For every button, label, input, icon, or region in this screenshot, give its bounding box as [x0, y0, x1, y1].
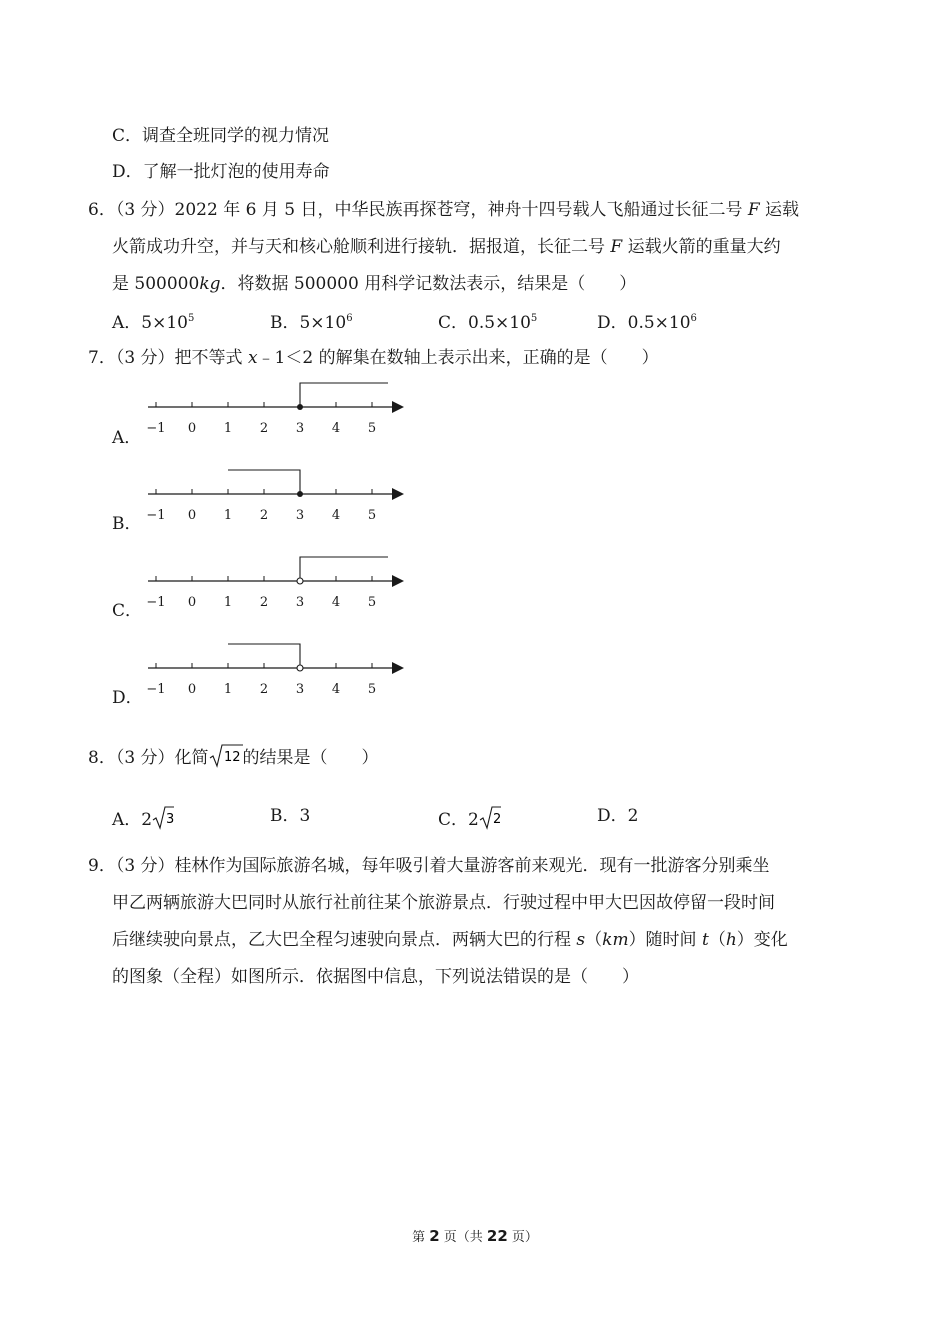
q9-var-s: s: [576, 930, 586, 950]
number-line-svg: [140, 375, 410, 445]
q6-text: ．将数据 500000 用科学记数法表示，结果是（ ）: [220, 274, 637, 294]
q8-option-c: C．2 2: [438, 805, 501, 831]
q5-option-d: D．了解一批灯泡的使用寿命: [112, 162, 330, 182]
q9-stem-line-3: 后继续驶向景点，乙大巴全程匀速驶向景点．两辆大巴的行程 s（km）随时间 t（h）变化: [112, 930, 788, 950]
q6-option-b: B．$5\times 10^6$: [270, 313, 353, 333]
tick-label: −1: [146, 508, 166, 523]
tick-label: 2: [259, 595, 269, 610]
tick-label: −1: [146, 595, 166, 610]
q7-number-line-b: [140, 462, 410, 536]
q6-stem-line-2: [112, 236, 781, 258]
q6-stem-line-1: [88, 199, 799, 221]
sqrt-3: [152, 805, 174, 831]
q6-var-f: F: [610, 237, 623, 257]
q6-text: 6．（3 分）2022 年 6 月 5 日，中华民族再探苍穹，神舟十四号载人飞船通过长征二号: [88, 200, 748, 220]
q5-option-c: C．调查全班同学的视力情况: [112, 126, 330, 146]
sqrt-12: [209, 743, 243, 769]
q9-stem-line-4: 的图象（全程）如图所示．依据图中信息，下列说法错误的是（ ）: [112, 967, 639, 987]
tick-label: 1: [223, 421, 233, 436]
tick-label: 1: [223, 682, 233, 697]
tick-label: 1: [223, 595, 233, 610]
q8-option-a: A．2 3: [112, 805, 174, 831]
q6-text: 火箭成功升空，并与天和核心舱顺利进行接轨．据报道，长征二号: [112, 237, 611, 257]
solution-bracket: [300, 557, 388, 581]
q6-text: 是 500000: [112, 274, 200, 294]
q7-number-line-d: [140, 636, 410, 710]
tick-label: 2: [259, 508, 269, 523]
tick-label: 0: [187, 595, 197, 610]
tick-label: 1: [223, 508, 233, 523]
q9-unit-km: km: [602, 930, 629, 950]
tick-label: 0: [187, 508, 197, 523]
q7-number-line-c: [140, 549, 410, 623]
number-line-svg: [140, 549, 410, 619]
q6-text: 运载火箭的重量大约: [622, 237, 781, 257]
tick-label: 2: [259, 421, 269, 436]
tick-label: 3: [295, 595, 305, 610]
q7-stem: 7．（3 分）把不等式 x﹣1＜2 的解集在数轴上表示出来，正确的是（ ）: [88, 348, 659, 368]
open-endpoint: [297, 665, 303, 671]
tick-label: 4: [331, 595, 341, 610]
tick-label: 4: [331, 682, 341, 697]
tick-label: 3: [295, 508, 305, 523]
q7-label-a: A．: [112, 428, 142, 448]
open-endpoint: [297, 578, 303, 584]
q6-stem-line-3: [112, 273, 636, 295]
axis-arrow: [392, 575, 404, 587]
tick-label: 3: [295, 421, 305, 436]
q7-var-x: x: [247, 348, 258, 368]
q6-option-d: D．$0.5\times 10^6$: [597, 313, 697, 333]
tick-label: 5: [367, 508, 377, 523]
radicand: 12: [223, 750, 241, 765]
q6-var-f: F: [747, 200, 760, 220]
tick-label: −1: [146, 682, 166, 697]
q9-unit-h: h: [725, 930, 737, 950]
q7-label-d: D．: [112, 688, 143, 708]
axis-arrow: [392, 488, 404, 500]
q9-stem-line-1: 9．（3 分）桂林作为国际旅游名城，每年吸引着大量游客前来观光．现有一批游客分别乘坐: [88, 856, 770, 876]
page-number: 2: [429, 1227, 440, 1245]
tick-label: −1: [146, 421, 166, 436]
tick-label: 4: [331, 421, 341, 436]
tick-label: 0: [187, 421, 197, 436]
q6-unit-kg: kg: [199, 274, 221, 294]
q8-option-d: D．2: [597, 806, 639, 826]
solution-bracket: [300, 383, 388, 407]
q8-option-b: B．3: [270, 806, 311, 826]
q9-stem-line-2: 甲乙两辆旅游大巴同时从旅行社前往某个旅游景点．行驶过程中甲大巴因故停留一段时间: [112, 893, 775, 913]
axis-arrow: [392, 662, 404, 674]
q7-number-line-a: [140, 375, 410, 449]
number-line-svg: [140, 462, 410, 532]
tick-label: 5: [367, 421, 377, 436]
q7-label-c: C．: [112, 601, 143, 621]
closed-endpoint: [297, 404, 303, 410]
tick-label: 0: [187, 682, 197, 697]
tick-label: 2: [259, 682, 269, 697]
q6-option-a: A．$5\times 10^5$: [112, 313, 195, 333]
tick-label: 5: [367, 682, 377, 697]
axis-arrow: [392, 401, 404, 413]
q8-stem: 8．（3 分）化简 12 的结果是（ ）: [88, 743, 379, 769]
q7-label-b: B．: [112, 514, 142, 534]
page-total: 22: [486, 1227, 508, 1245]
tick-label: 3: [295, 682, 305, 697]
number-line-svg: [140, 636, 410, 706]
svg-text:3: 3: [166, 812, 175, 827]
q6-text: 运载: [759, 200, 800, 220]
q6-option-c: C．$0.5\times 10^5$: [438, 313, 538, 333]
tick-label: 5: [367, 595, 377, 610]
sqrt-2: [479, 805, 501, 831]
tick-label: 4: [331, 508, 341, 523]
q9-var-t: t: [701, 930, 709, 950]
svg-text:2: 2: [492, 812, 501, 827]
page-footer: 第 2 页（共 22 页）: [412, 1227, 538, 1245]
closed-endpoint: [297, 491, 303, 497]
